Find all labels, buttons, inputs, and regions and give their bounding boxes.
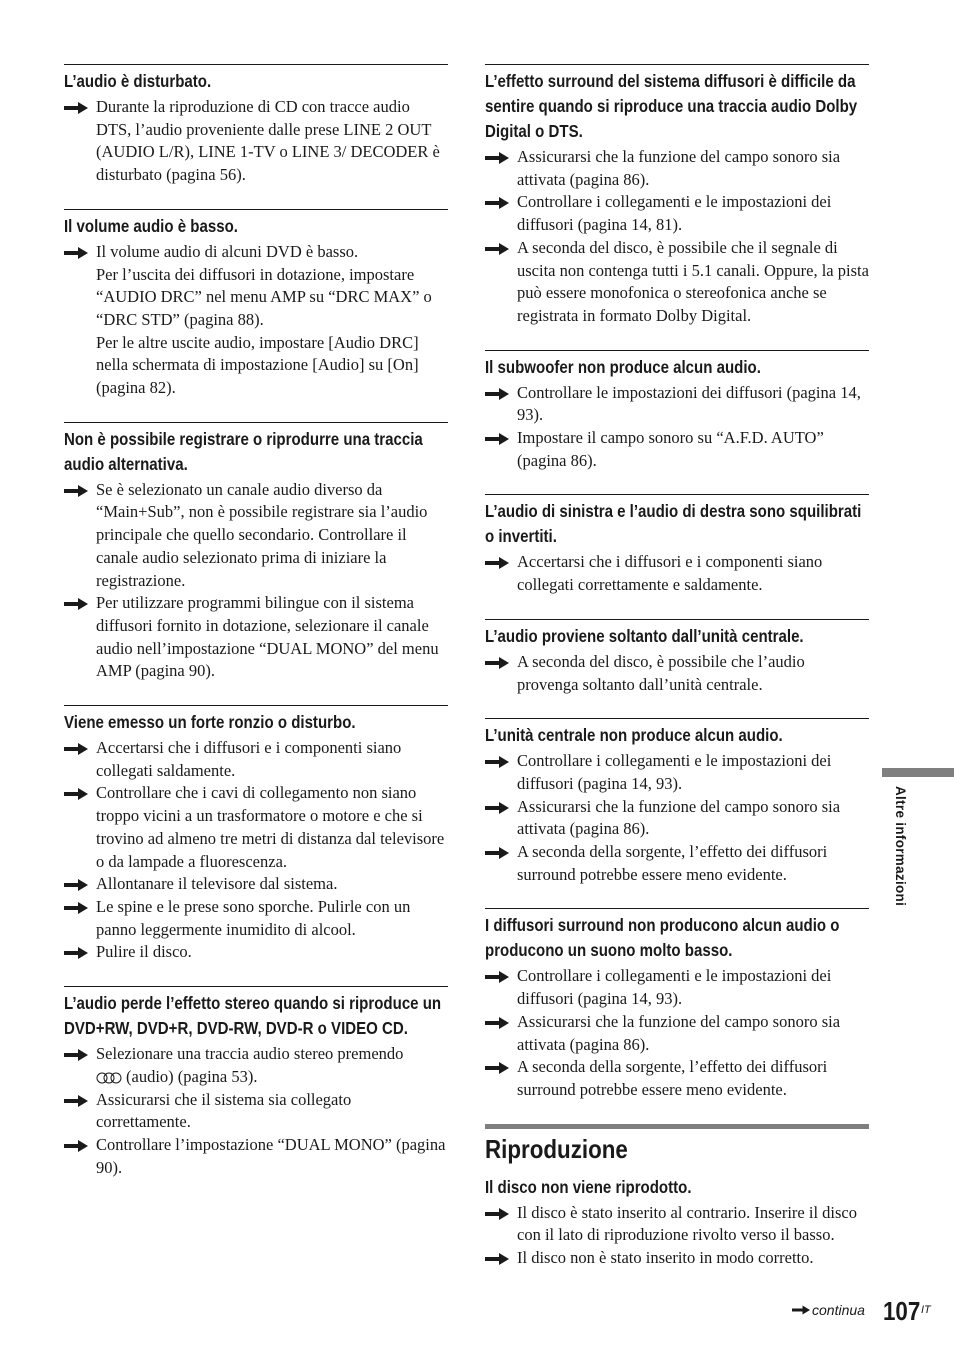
arrow-icon: [64, 1095, 88, 1107]
section-title: L’effetto surround del sistema diffusori è difficile da sentire quando si riproduce una traccia audio Dolby Digital o DTS.: [485, 71, 858, 141]
arrow-icon: [485, 152, 509, 164]
left-column: [64, 64, 448, 1201]
arrow-icon: [485, 802, 509, 814]
list-item: Pulire il disco.: [64, 941, 448, 964]
list-item: Assicurarsi che il sistema sia collegato correttamente.: [64, 1089, 448, 1134]
arrow-icon: [485, 557, 509, 569]
arrow-icon: [64, 598, 88, 610]
section-traccia-alternativa: [64, 422, 448, 683]
list-item: Controllare i collegamenti e le impostazioni dei diffusori (pagina 14, 81).: [485, 191, 869, 236]
arrow-icon: [485, 847, 509, 859]
section-unita-centrale-nessun-audio: [485, 718, 869, 886]
section-title: Il disco non viene riprodotto.: [485, 1176, 692, 1197]
list-item: A seconda del disco, è possibile che l’audio provenga soltanto dall’unità centrale.: [485, 651, 869, 696]
list-item: Accertarsi che i diffusori e i componenti siano collegati saldamente.: [64, 737, 448, 782]
arrow-icon: [64, 947, 88, 959]
section-title: L’audio proviene soltanto dall’unità centrale.: [485, 625, 804, 646]
section-title: L’audio perde l’effetto stereo quando si riproduce un DVD+RW, DVD+R, DVD-RW, DVD-R o VIDEO CD.: [64, 993, 442, 1039]
section-title: L’unità centrale non produce alcun audio.: [485, 725, 783, 746]
page-number: 107: [883, 1296, 921, 1326]
arrow-icon: [485, 971, 509, 983]
section-subwoofer: [485, 350, 869, 473]
section-surround-nessun-audio: [485, 908, 869, 1101]
right-column: [485, 64, 869, 1292]
continua-label: continua: [812, 1302, 865, 1318]
section-volume-basso: [64, 209, 448, 400]
arrow-icon: [792, 1305, 810, 1315]
section-title: Non è possibile registrare o riprodurre una traccia audio alternativa.: [64, 428, 423, 474]
list-item: A seconda del disco, è possibile che il segnale di uscita non contenga tutti i 5.1 canali. Oppure, la pista può essere monofonica o stereofonica anche se registrata in formato Dolby Digital.: [485, 237, 869, 328]
arrow-icon: [64, 879, 88, 891]
page-suffix: IT: [921, 1304, 931, 1316]
section-title: I diffusori surround non producono alcun audio o producono un suono molto basso.: [485, 915, 840, 961]
side-tab-bar: [882, 768, 954, 777]
arrow-icon: [485, 433, 509, 445]
arrow-icon: [64, 788, 88, 800]
list-item: A seconda della sorgente, l’effetto dei diffusori surround potrebbe essere meno evidente.: [485, 1056, 869, 1101]
section-effetto-stereo: [64, 986, 448, 1179]
major-section-riproduzione: [485, 1124, 869, 1165]
section-title: Viene emesso un forte ronzio o disturbo.: [64, 712, 356, 733]
list-item: Controllare le impostazioni dei diffusori (pagina 14, 93).: [485, 382, 869, 427]
section-sinistra-destra: [485, 494, 869, 596]
list-item: Assicurarsi che la funzione del campo sonoro sia attivata (pagina 86).: [485, 1011, 869, 1056]
list-item: Allontanare il televisore dal sistema.: [64, 873, 448, 896]
section-title: Il subwoofer non produce alcun audio.: [485, 356, 761, 377]
arrow-icon: [64, 1049, 88, 1061]
list-item: Controllare l’impostazione “DUAL MONO” (pagina 90).: [64, 1134, 448, 1179]
arrow-icon: [64, 247, 88, 259]
section-unita-centrale-soltanto: [485, 619, 869, 696]
arrow-icon: [64, 902, 88, 914]
arrow-icon: [485, 657, 509, 669]
arrow-icon: [64, 102, 88, 114]
section-audio-disturbato: [64, 64, 448, 187]
list-item: Impostare il campo sonoro su “A.F.D. AUTO” (pagina 86).: [485, 427, 869, 472]
list-item: Durante la riproduzione di CD con tracce audio DTS, l’audio proveniente dalle prese LINE 2 OUT (AUDIO L/R), LINE 1-TV o LINE 3/ DECODER è disturbato (pagina 56).: [64, 96, 448, 187]
list-item: Il volume audio di alcuni DVD è basso. Per l’uscita dei diffusori in dotazione, impostare “AUDIO DRC” nel menu AMP su “DRC MAX” o “DRC STD” (pagina 88). Per le altre uscite audio, impostare [Audio DRC] nella schermata di impostazione [Audio] su [On] (pagina 82).: [64, 241, 448, 400]
arrow-icon: [485, 243, 509, 255]
section-title: L’audio di sinistra e l’audio di destra sono squilibrati o invertiti.: [485, 501, 862, 547]
list-item: Controllare che i cavi di collegamento non siano troppo vicini a un trasformatore o motore e che si trovino ad almeno tre metri di distanza dal televisore o da lampade a fluorescenza.: [64, 782, 448, 873]
arrow-icon: [485, 1253, 509, 1265]
list-item: Le spine e le prese sono sporche. Pulirle con un panno leggermente inumidito di alcool.: [64, 896, 448, 941]
arrow-icon: [485, 197, 509, 209]
section-surround-difficile: [485, 64, 869, 328]
list-item: A seconda della sorgente, l’effetto dei diffusori surround potrebbe essere meno evidente.: [485, 841, 869, 886]
list-item: Il disco è stato inserito al contrario. Inserire il disco con il lato di riproduzione rivolto verso il basso.: [485, 1202, 869, 1247]
section-disco-non-riprodotto: [485, 1175, 869, 1270]
audio-button-icon: [96, 1072, 122, 1084]
continua-indicator: [792, 1302, 865, 1318]
arrow-icon: [485, 388, 509, 400]
list-item: Controllare i collegamenti e le impostazioni dei diffusori (pagina 14, 93).: [485, 965, 869, 1010]
list-item: Il disco non è stato inserito in modo corretto.: [485, 1247, 869, 1270]
side-tab-label: Altre informazioni: [893, 786, 908, 907]
major-section-title: Riproduzione: [485, 1133, 628, 1164]
list-item: Per utilizzare programmi bilingue con il sistema diffusori fornito in dotazione, selezionare il canale audio nell’impostazione “DUAL MONO” del menu AMP (pagina 90).: [64, 592, 448, 683]
arrow-icon: [485, 756, 509, 768]
list-item: Controllare i collegamenti e le impostazioni dei diffusori (pagina 14, 93).: [485, 750, 869, 795]
arrow-icon: [64, 1140, 88, 1152]
arrow-icon: [64, 743, 88, 755]
arrow-icon: [64, 485, 88, 497]
list-item: Assicurarsi che la funzione del campo sonoro sia attivata (pagina 86).: [485, 796, 869, 841]
section-ronzio: [64, 705, 448, 964]
list-item: Accertarsi che i diffusori e i componenti siano collegati correttamente e saldamente.: [485, 551, 869, 596]
section-title: L’audio è disturbato.: [64, 71, 212, 91]
arrow-icon: [485, 1017, 509, 1029]
arrow-icon: [485, 1208, 509, 1220]
section-title: Il volume audio è basso.: [64, 215, 238, 236]
list-item: Se è selezionato un canale audio diverso da “Main+Sub”, non è possibile registrare sia l’audio principale che quello secondario. Controllare il canale audio selezionato prima di iniziare la registrazione.: [64, 479, 448, 593]
list-item: Assicurarsi che la funzione del campo sonoro sia attivata (pagina 86).: [485, 146, 869, 191]
arrow-icon: [485, 1062, 509, 1074]
list-item: Selezionare una traccia audio stereo premendo (audio) (pagina 53).: [64, 1043, 448, 1088]
